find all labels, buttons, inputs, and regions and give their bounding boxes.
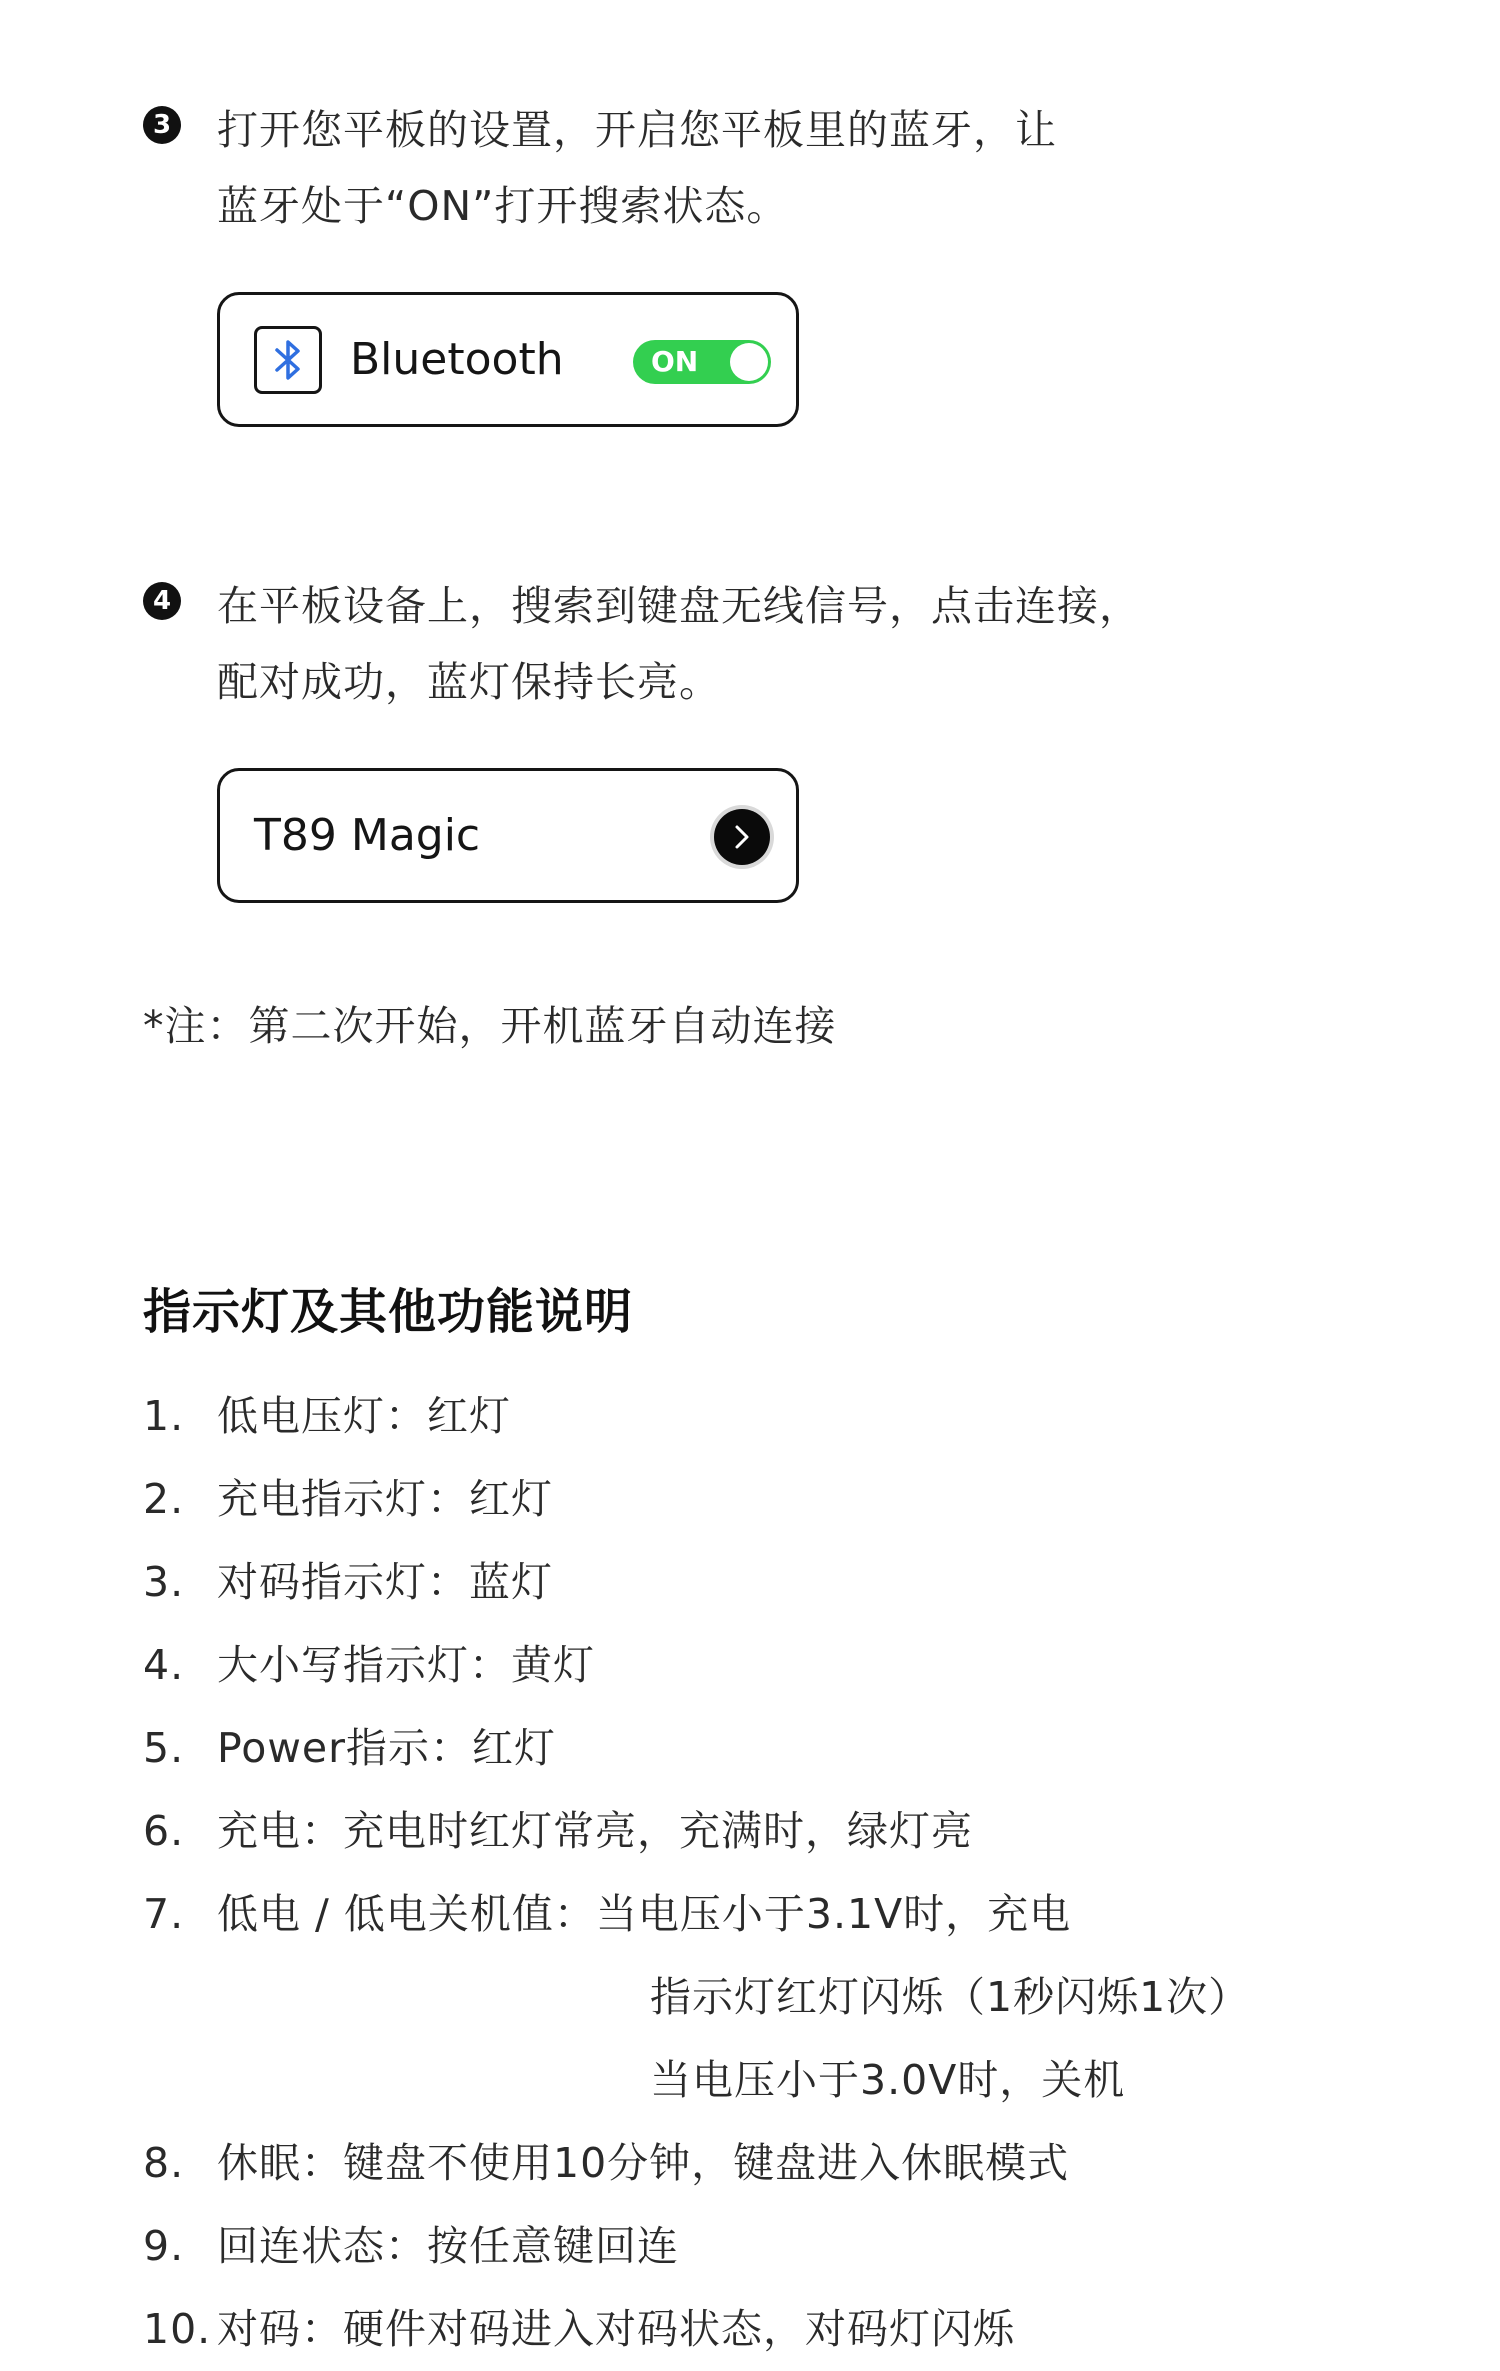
note-text: *注：第二次开始，开机蓝牙自动连接 bbox=[143, 1002, 837, 1050]
item-text: 对码指示灯：蓝灯 bbox=[217, 1558, 553, 1606]
step-3 bbox=[143, 92, 1293, 252]
item-number: 8. bbox=[143, 2139, 185, 2187]
item-number: 9. bbox=[143, 2222, 185, 2270]
item-text: Power指示：红灯 bbox=[217, 1724, 556, 1772]
item-text: 回连状态：按任意键回连 bbox=[217, 2222, 679, 2270]
bluetooth-setting-card bbox=[217, 292, 799, 427]
list-item bbox=[143, 1541, 1383, 1624]
item-number: 7. bbox=[143, 1890, 185, 1938]
section-title: 指示灯及其他功能说明 bbox=[143, 1284, 634, 1340]
step-instruction bbox=[217, 92, 1057, 244]
item-number: 6. bbox=[143, 1807, 185, 1855]
chevron-right-icon bbox=[714, 809, 770, 865]
item-text-block bbox=[217, 1873, 1457, 2122]
step-line: 打开您平板的设置，开启您平板里的蓝牙，让 bbox=[217, 106, 1057, 154]
device-list-card[interactable] bbox=[217, 768, 799, 903]
item-number: 2. bbox=[143, 1475, 185, 1523]
item-number: 4. bbox=[143, 1641, 185, 1689]
list-item bbox=[143, 1624, 1383, 1707]
step-line: 在平板设备上，搜索到键盘无线信号，点击连接， bbox=[217, 582, 1141, 630]
item-number: 1. bbox=[143, 1392, 185, 1440]
list-item bbox=[143, 1873, 1383, 2122]
list-item bbox=[143, 2122, 1383, 2205]
item-number: 10. bbox=[143, 2305, 212, 2353]
feature-list bbox=[143, 1375, 1383, 2371]
list-item bbox=[143, 2288, 1383, 2371]
item-text: 对码：硬件对码进入对码状态，对码灯闪烁 bbox=[217, 2305, 1015, 2353]
step-4 bbox=[143, 568, 1293, 728]
item-continuation: 当电压小于3.0V时，关机 bbox=[650, 2056, 1126, 2104]
item-number: 3. bbox=[143, 1558, 185, 1606]
step-instruction bbox=[217, 568, 1141, 720]
item-text: 大小写指示灯：黄灯 bbox=[217, 1641, 595, 1689]
step-line: 蓝牙处于“ON”打开搜索状态。 bbox=[217, 182, 789, 230]
item-text: 低电压灯：红灯 bbox=[217, 1392, 511, 1440]
bluetooth-label: Bluetooth bbox=[350, 334, 564, 385]
item-text: 低电 / 低电关机值：当电压小于3.1V时，充电 bbox=[217, 1890, 1072, 1938]
item-continuation: 指示灯红灯闪烁（1秒闪烁1次） bbox=[650, 1973, 1251, 2021]
list-item bbox=[143, 1790, 1383, 1873]
item-text: 充电指示灯：红灯 bbox=[217, 1475, 553, 1523]
step-line: 配对成功，蓝灯保持长亮。 bbox=[217, 658, 721, 706]
list-item bbox=[143, 1375, 1383, 1458]
item-number: 5. bbox=[143, 1724, 185, 1772]
connect-button[interactable] bbox=[710, 805, 774, 869]
toggle-on-label: ON bbox=[651, 345, 699, 378]
item-text: 休眠：键盘不使用10分钟，键盘进入休眠模式 bbox=[217, 2139, 1070, 2187]
toggle-knob bbox=[730, 343, 768, 381]
step-number-badge: 3 bbox=[143, 106, 181, 144]
list-item bbox=[143, 2205, 1383, 2288]
device-name: T89 Magic bbox=[254, 810, 481, 861]
list-item bbox=[143, 1458, 1383, 1541]
list-item bbox=[143, 1707, 1383, 1790]
bluetooth-icon bbox=[254, 326, 322, 394]
step-number-badge: 4 bbox=[143, 582, 181, 620]
bluetooth-toggle[interactable] bbox=[633, 340, 771, 384]
item-text: 充电：充电时红灯常亮，充满时，绿灯亮 bbox=[217, 1807, 973, 1855]
